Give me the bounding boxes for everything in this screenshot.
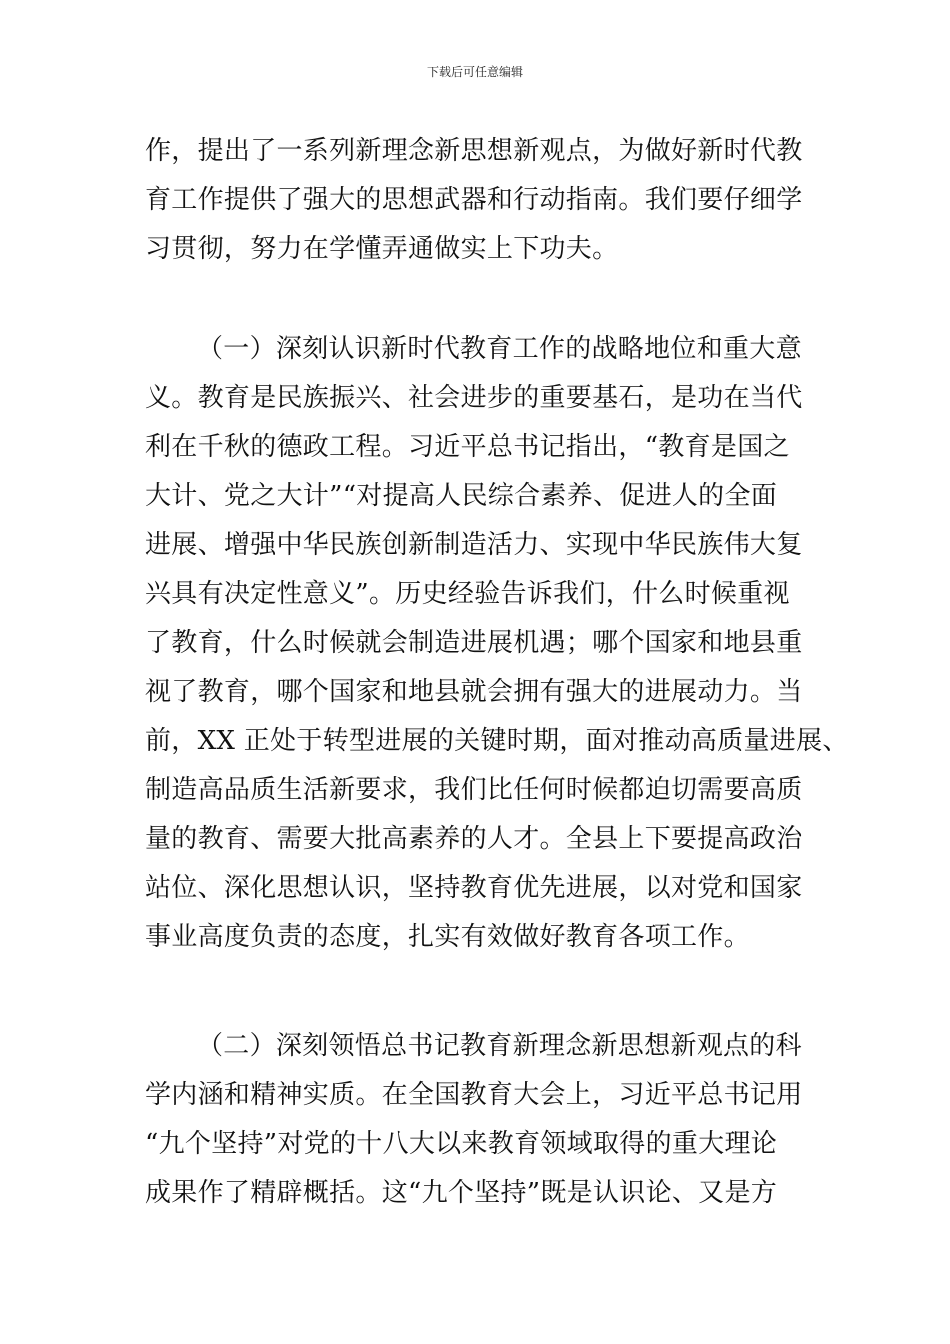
paragraph-intro	[145, 127, 845, 274]
paragraph-section-2	[145, 1022, 845, 1218]
text-line: 制造高品质生活新要求，我们比任何时候都迫切需要高质	[145, 775, 803, 805]
section-heading-line: （二）深刻领悟总书记教育新理念新思想新观点的科	[197, 1031, 802, 1061]
text-line: 育工作提供了强大的思想武器和行动指南。我们要仔细学	[145, 185, 803, 215]
text-line: 进展、增强中华民族创新制造活力、实现中华民族伟大复	[145, 530, 803, 560]
text-line: 大计、党之大计”“对提高人民综合素养、促进人的全面	[145, 481, 778, 511]
text-line: 了教育，什么时候就会制造进展机遇；哪个国家和地县重	[145, 628, 803, 658]
text-line: 习贯彻，努力在学懂弄通做实上下功夫。	[145, 234, 619, 264]
text-line: “九个坚持”对党的十八大以来教育领域取得的重大理论	[145, 1129, 778, 1159]
page-header: 下载后可任意编辑	[426, 65, 523, 79]
paragraph-section-1	[145, 325, 849, 962]
text-line: 成果作了精辟概括。这“九个坚持”既是认识论、又是方	[145, 1178, 778, 1208]
text-line: 利在千秋的德政工程。习近平总书记指出，“教育是国之	[145, 432, 790, 462]
section-heading-line: （一）深刻认识新时代教育工作的战略地位和重大意	[197, 334, 802, 364]
text-line: 视了教育，哪个国家和地县就会拥有强大的进展动力。当	[145, 677, 803, 707]
text-line: 作，提出了一系列新理念新思想新观点，为做好新时代教	[145, 136, 803, 166]
text-line: 学内涵和精神实质。在全国教育大会上，习近平总书记用	[145, 1080, 803, 1110]
text-line: 量的教育、需要大批高素养的人才。全县上下要提高政治	[145, 824, 803, 854]
text-line: 义。教育是民族振兴、社会进步的重要基石，是功在当代	[145, 383, 803, 413]
text-line: 事业高度负责的态度，扎实有效做好教育各项工作。	[145, 922, 750, 952]
text-line: 前，XX 正处于转型进展的关键时期，面对推动高质量进展、	[145, 726, 849, 756]
text-line: 站位、深化思想认识，坚持教育优先进展，以对党和国家	[145, 873, 803, 903]
text-line: 兴具有决定性意义”。历史经验告诉我们，什么时候重视	[145, 579, 790, 609]
